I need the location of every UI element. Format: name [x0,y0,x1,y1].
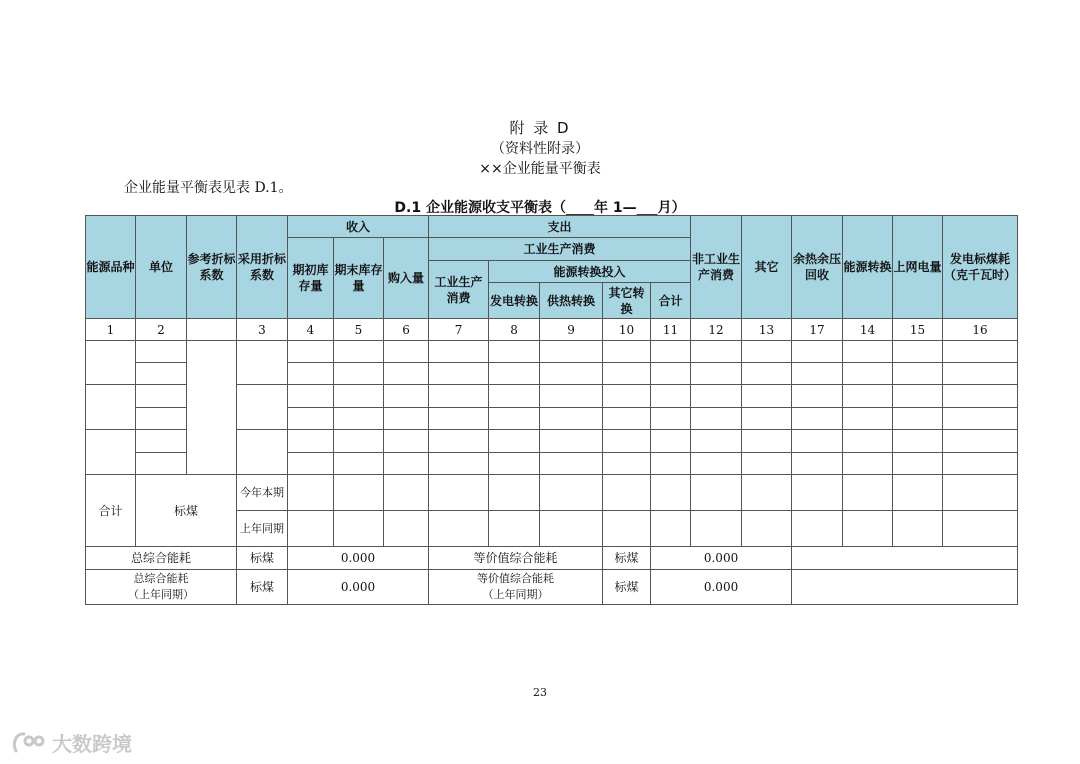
header-expense: 支出 [429,216,691,238]
header-industrial: 工业生产消费 [429,238,691,261]
unit-cell[interactable] [136,385,187,408]
summary-value: 0.000 [288,547,429,570]
page-number: 23 [533,686,547,699]
unit-cell[interactable] [136,341,187,363]
energy-type-cell[interactable] [86,385,136,430]
watermark-text: 大数跨境 [52,732,132,756]
energy-type-cell[interactable] [86,341,136,385]
col-num: 3 [237,319,288,341]
intro-text: 企业能量平衡表见表 D.1。 [124,180,293,196]
summary-eq-unit: 标煤 [603,570,651,605]
col-num: 5 [334,319,384,341]
this-year-label: 今年本期 [237,475,288,511]
appendix-name: ××企业能量平衡表 [479,161,601,177]
header-row-1 [86,216,1018,238]
col-num: 14 [843,319,893,341]
summary-row [86,547,1018,570]
header-power-conv: 发电转换 [489,283,540,319]
header-closing-stock: 期末库存量 [334,238,384,319]
summary-eq-label-main: 等价值综合能耗 [477,572,555,585]
header-industrial-consumption: 工业生产消费 [429,261,489,319]
header-opening-stock: 期初库存量 [288,238,334,319]
unit-cell[interactable] [136,430,187,453]
summary-label [86,570,237,605]
col-num: 9 [540,319,603,341]
used-factor-cell[interactable] [237,430,288,475]
col-num: 4 [288,319,334,341]
col-num: 7 [429,319,489,341]
total-row-this-year [86,475,1018,511]
header-waste-heat: 余热余压回收 [792,216,843,319]
column-number-row [86,319,1018,341]
summary-label: 总综合能耗 [86,547,237,570]
summary-eq-label: 等价值综合能耗 [429,547,603,570]
header-unit: 单位 [136,216,187,319]
col-num: 12 [691,319,742,341]
summary-eq-value: 0.000 [651,547,792,570]
watermark-logo-icon [10,729,48,757]
summary-eq-label [429,570,603,605]
header-income: 收入 [288,216,429,238]
used-factor-cell[interactable] [237,341,288,385]
summary-unit: 标煤 [237,570,288,605]
col-num: 2 [136,319,187,341]
summary-label-main: 总综合能耗 [133,572,189,585]
unit-cell[interactable] [136,363,187,385]
summary-eq-value: 0.000 [651,570,792,605]
summary-unit: 标煤 [237,547,288,570]
col-num: 1 [86,319,136,341]
table-row [86,341,1018,363]
summary-value: 0.000 [288,570,429,605]
col-num: 10 [603,319,651,341]
energy-type-cell[interactable] [86,430,136,475]
last-year-label: 上年同期 [237,511,288,547]
header-other: 其它 [742,216,792,319]
header-coal-consumption: 发电标煤耗（克千瓦时） [943,216,1018,319]
summary-eq-label-sub: （上年同期） [482,588,549,601]
total-std-coal: 标煤 [136,475,237,547]
col-num [187,319,237,341]
header-grid-power: 上网电量 [893,216,943,319]
col-num: 8 [489,319,540,341]
unit-cell[interactable] [136,408,187,430]
watermark [10,728,132,757]
header-other-conv: 其它转换 [603,283,651,319]
header-purchase: 购入量 [384,238,429,319]
header-non-industrial: 非工业生产消费 [691,216,742,319]
header-subtotal: 合计 [651,283,691,319]
col-num: 16 [943,319,1018,341]
col-num: 15 [893,319,943,341]
header-heat-conv: 供热转换 [540,283,603,319]
col-num: 17 [792,319,843,341]
appendix-title: 附 录 D [509,119,571,137]
summary-label-sub: （上年同期） [128,588,194,601]
header-ref-factor: 参考折标系数 [187,216,237,319]
unit-cell[interactable] [136,453,187,475]
col-num: 13 [742,319,792,341]
header-used-factor: 采用折标系数 [237,216,288,319]
summary-eq-unit: 标煤 [603,547,651,570]
total-label: 合计 [86,475,136,547]
energy-balance-table [85,215,1018,605]
col-num: 11 [651,319,691,341]
ref-factor-cell[interactable] [187,341,237,475]
header-energy-type: 能源品种 [86,216,136,319]
appendix-subtitle: （资料性附录） [491,141,589,157]
summary-row [86,570,1018,605]
header-conversion-input: 能源转换投入 [489,261,691,283]
header-energy-conversion: 能源转换 [843,216,893,319]
table-title: D.1 企业能源收支平衡表（____年 1—___月） [394,200,686,216]
col-num: 6 [384,319,429,341]
used-factor-cell[interactable] [237,385,288,430]
